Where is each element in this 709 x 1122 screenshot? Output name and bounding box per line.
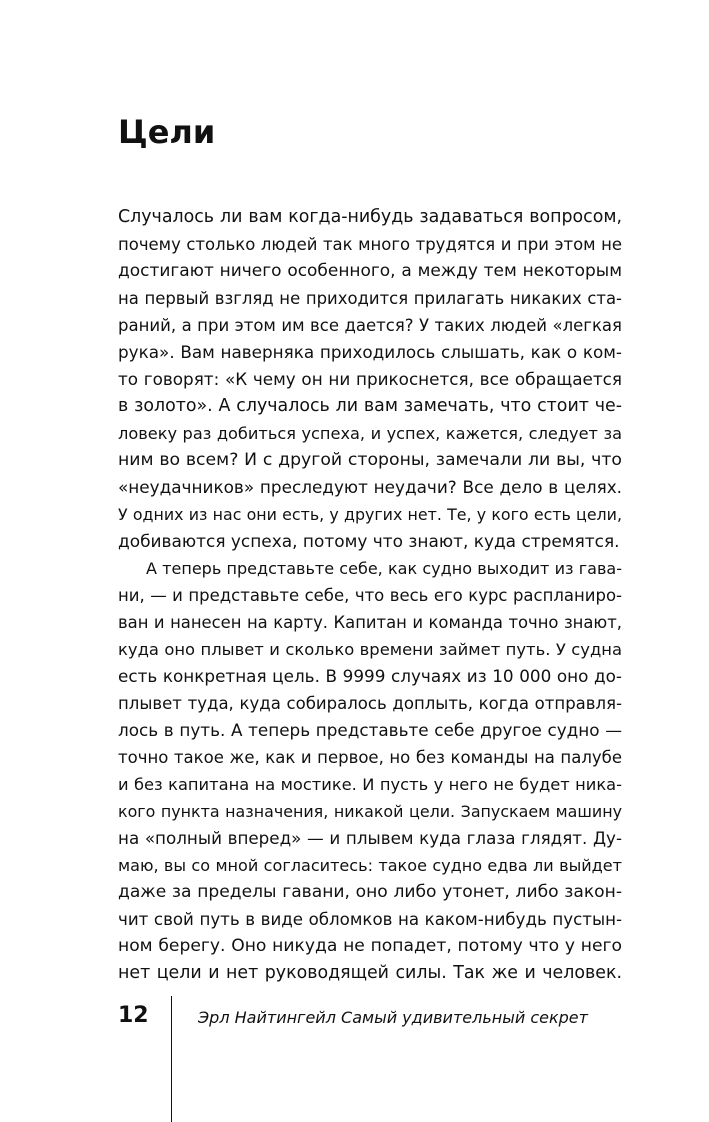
text-line: точно такое же, как и первое, но без команды на палубе [118, 748, 622, 767]
text-line: куда оно плывет и сколько времени займет путь. У судна [118, 640, 622, 659]
text-line: чит свой путь в виде обломков на каком-нибудь пустын- [118, 910, 622, 929]
text-line: ном берегу. Оно никуда не попадет, потому что у него [118, 936, 622, 956]
text-line: есть конкретная цель. В 9999 случаях из 10 000 оно до- [118, 666, 622, 686]
text-line: ван и нанесен на карту. Капитан и команда точно знают, [118, 613, 622, 632]
text-line: рука». Вам наверняка приходилось слышать, как о ком- [118, 342, 622, 362]
body-text [118, 204, 622, 987]
text-line: добиваются успеха, потому что знают, куда стремятся. [118, 531, 620, 551]
chapter-heading: Цели [118, 113, 216, 151]
text-line: нет цели и нет руководящей силы. Так же и человек. [118, 963, 622, 983]
paragraph-1 [118, 204, 622, 555]
footer-divider [171, 996, 172, 1122]
text-line: то говорят: «К чему он ни прикоснется, все обращается [118, 369, 622, 389]
running-title: Эрл Найтингейл Самый удивительный секрет [198, 1008, 588, 1027]
text-line: плывет туда, куда собиралось доплыть, когда отправля- [118, 694, 622, 713]
text-line: в золото». А случалось ли вам замечать, что стоит че- [118, 396, 622, 416]
text-line: и без капитана на мостике. И пусть у него не будет ника- [118, 775, 622, 794]
text-line: маю, вы со мной согласитесь: такое судно едва ли выйдет [118, 856, 622, 875]
text-line: на «полный вперед» — и плывем куда глаза глядят. Ду- [118, 828, 622, 848]
text-line: лось в путь. А теперь представьте себе другое судно — [118, 720, 622, 740]
text-line: У одних из нас они есть, у других нет. Те, у кого есть цели, [118, 505, 622, 524]
text-line: А теперь представьте себе, как судно выходит из гава- [146, 559, 622, 578]
text-line: ним во всем? И с другой стороны, замечали ли вы, что [118, 450, 622, 470]
text-line: Случалось ли вам когда-нибудь задаваться вопросом, [118, 207, 622, 227]
text-line: ловеку раз добиться успеха, и успех, кажется, следует за [118, 424, 622, 443]
text-line: на первый взгляд не приходится прилагать никаких ста- [118, 289, 622, 308]
text-line: достигают ничего особенного, а между тем некоторым [118, 261, 622, 281]
text-line: кого пункта назначения, никакой цели. Запускаем машину [118, 802, 622, 821]
text-line: «неудачников» преследуют неудачи? Все дело в целях. [118, 477, 622, 497]
text-line: даже за пределы гавани, оно либо утонет, либо закон- [118, 882, 622, 902]
text-line: ни, — и представьте себе, что весь его курс распланиро- [118, 586, 622, 605]
page-number: 12 [118, 1003, 149, 1028]
paragraph-2 [118, 555, 622, 987]
text-line: почему столько людей так много трудятся и при этом не [118, 235, 622, 254]
text-line: раний, а при этом им все дается? У таких людей «легкая [118, 316, 622, 335]
